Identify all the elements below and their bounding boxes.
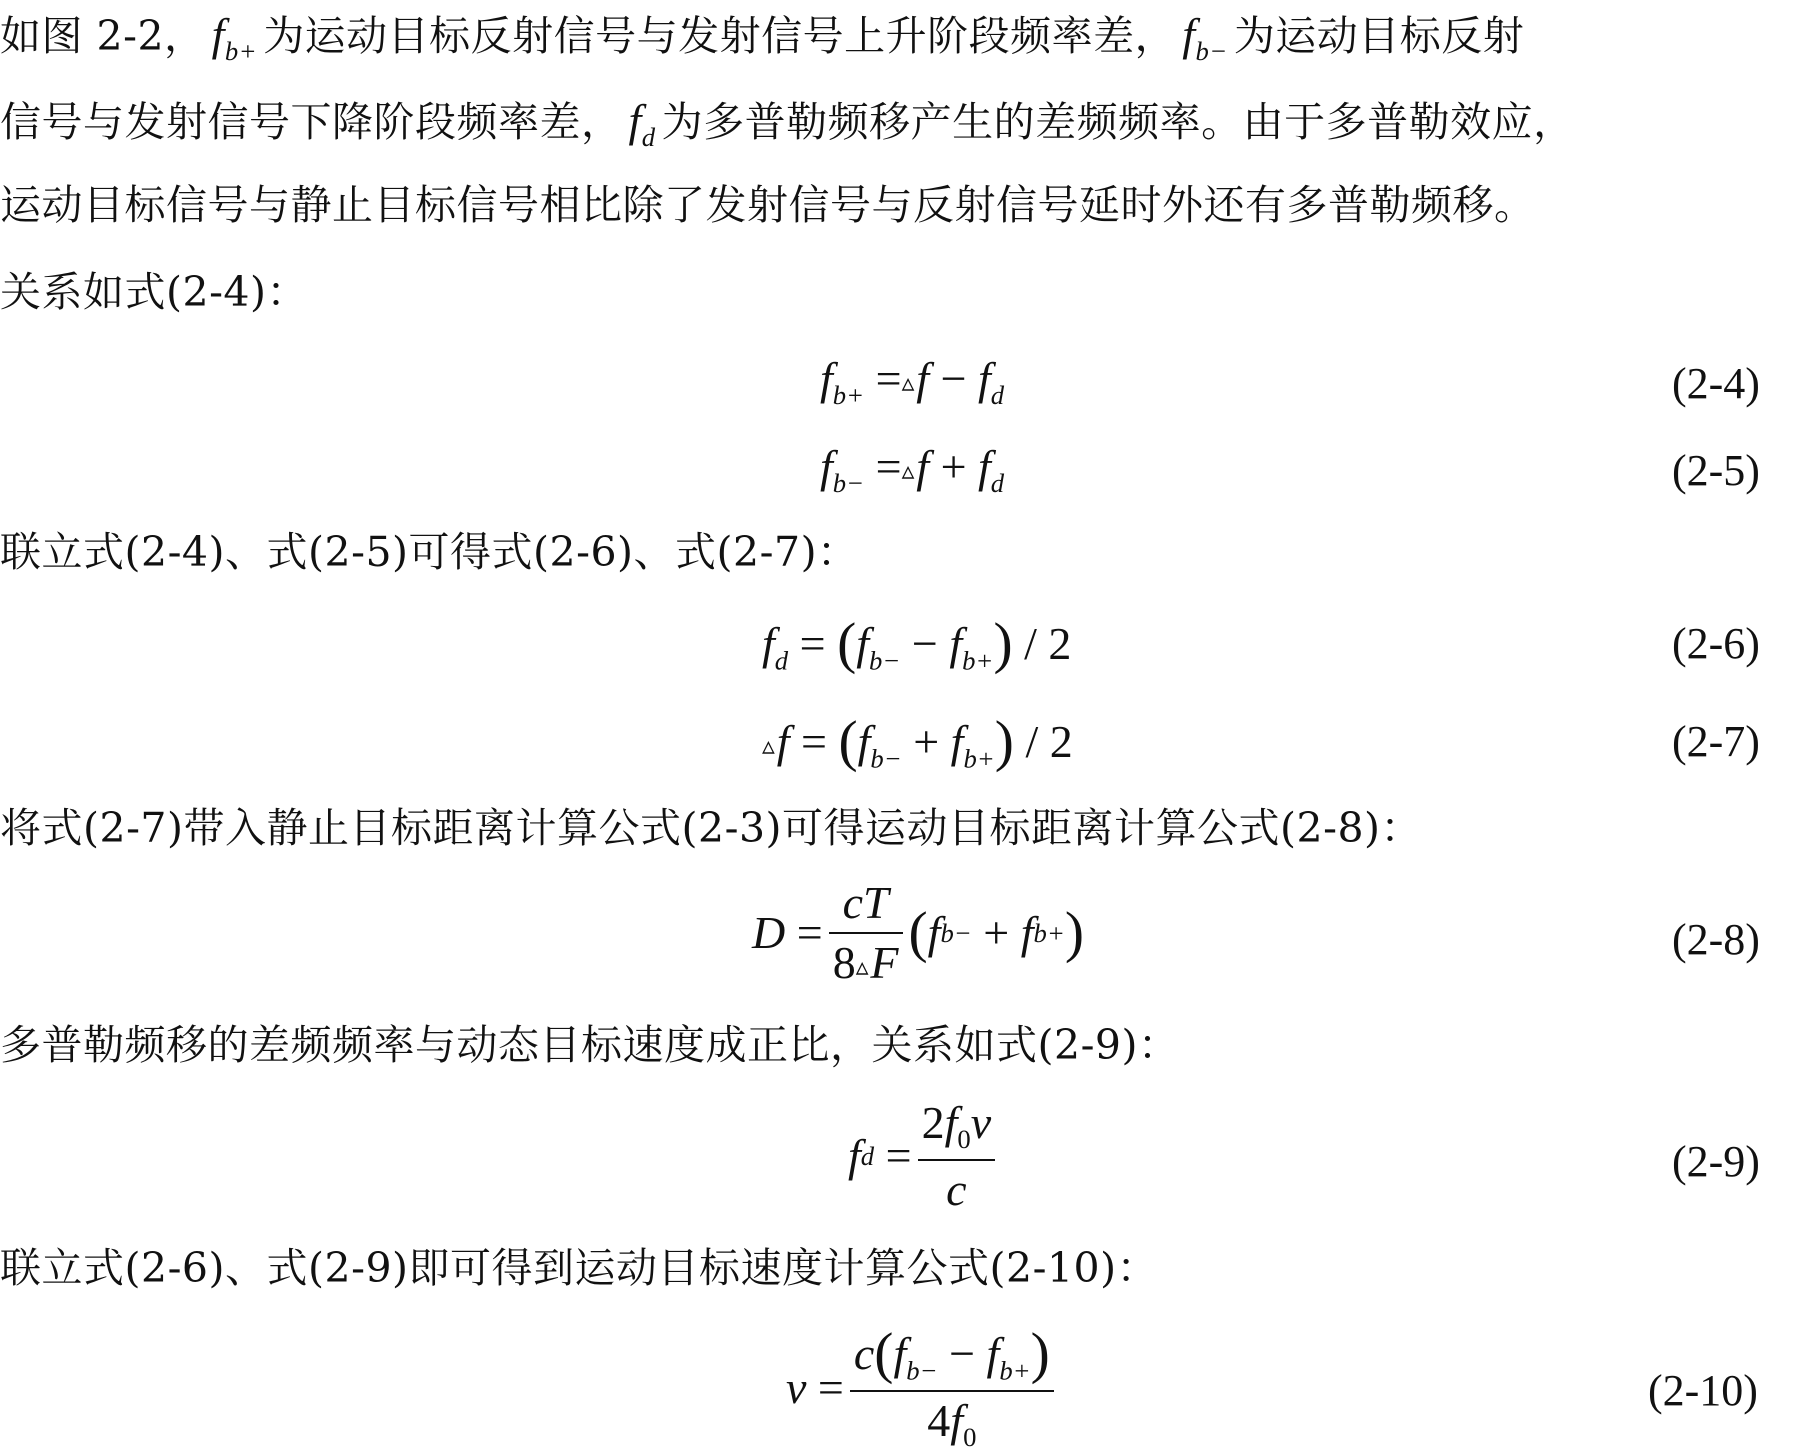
equation-2-8: D = $\frac{cT}{8▵F}$ ( f b− + f b+ )	[752, 877, 1085, 988]
equation-number: (2-8)	[1672, 915, 1760, 964]
equation-number: (2-5)	[1672, 446, 1760, 495]
text-line-7: 多普勒频移的差频频率与动态目标速度成正比，关系如式(2-9)：	[0, 1021, 1180, 1069]
text-line-2	[0, 95, 1575, 153]
text-line-3: 运动目标信号与静止目标信号相比除了发射信号与反射信号延时外还有多普勒频移。	[0, 181, 1536, 229]
text-line-1	[0, 9, 1525, 67]
text-line-5: 联立式(2-4)、式(2-5)可得式(2-6)、式(2-7)：	[0, 528, 859, 576]
text-line-8: 联立式(2-6)、式(2-9)即可得到运动目标速度计算公式(2-10)：	[0, 1244, 1159, 1292]
equation-number: (2-9)	[1672, 1137, 1760, 1186]
text-run: 如图 2-2，	[0, 12, 206, 60]
equation-number: (2-10)	[1648, 1366, 1758, 1415]
equation-2-7: ▵f = $(f_{b-} + f_{b+}) / 2$	[762, 710, 1073, 774]
math-f-b-minus: $f_{b-}$	[1182, 9, 1228, 67]
equation-2-9: f d = $\frac{2f_0v}{c}$	[848, 1100, 1001, 1213]
math-f-b-plus: $f_{b+}$	[211, 9, 258, 67]
text-run: 为运动目标反射信号与发射信号上升阶段频率差，	[263, 12, 1177, 60]
fraction: $\frac{2f_0v}{c}$	[918, 1100, 996, 1213]
fraction: $\frac{cT}{8▵F}$	[829, 880, 903, 986]
equation-2-5: $f_{b-}$ =▵f + $f_d$	[820, 441, 1005, 499]
text-run: 为运动目标反射	[1233, 12, 1525, 60]
equation-2-6: $f_d = (f_{b-} - f_{b+}) / 2$	[762, 612, 1072, 676]
math-f-d: $f_d$	[628, 95, 656, 153]
equation-number: (2-4)	[1672, 359, 1760, 408]
equation-2-10: v = $\frac{c(f_{b-} - f_{b+})}{4f_0}$	[786, 1325, 1060, 1451]
equation-number: (2-6)	[1672, 619, 1760, 668]
text-line-6: 将式(2-7)带入静止目标距离计算公式(2-3)可得运动目标距离计算公式(2-8)：	[0, 804, 1423, 852]
equation-2-4: $f_{b+}$ =▵f − $f_d$	[820, 353, 1005, 411]
text-line-4: 关系如式(2-4)：	[0, 268, 309, 316]
fraction: $\frac{c(f_{b-} - f_{b+})}{4f_0}$	[850, 1325, 1054, 1451]
text-run: 信号与发射信号下降阶段频率差，	[0, 98, 623, 146]
equation-number: (2-7)	[1672, 717, 1760, 766]
text-run: 为多普勒频移产生的差频频率。由于多普勒效应，	[661, 98, 1575, 146]
